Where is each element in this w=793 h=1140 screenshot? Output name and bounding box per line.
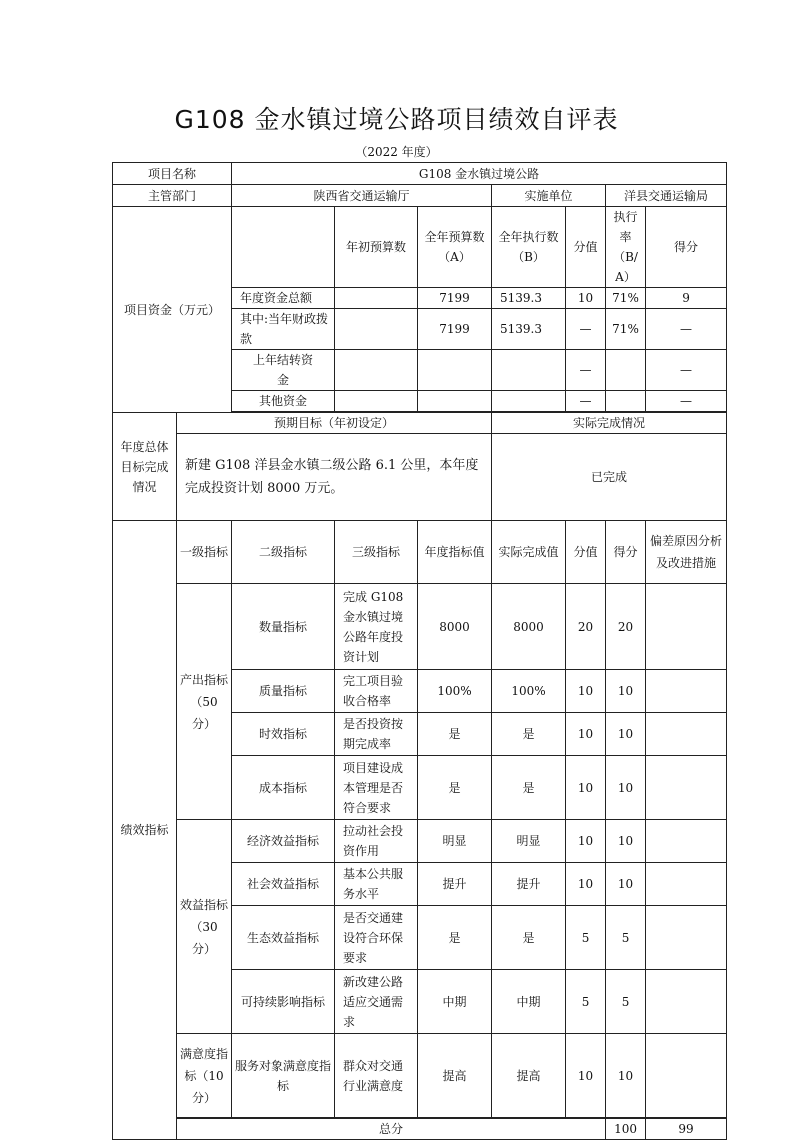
- funds-row-score: —: [646, 350, 727, 391]
- report-year: （2022 年度）: [355, 145, 438, 159]
- indicator-target: 是: [418, 713, 492, 756]
- indicator-reason: [646, 970, 727, 1034]
- indicator-reason: [646, 584, 727, 670]
- indicator-actual: 100%: [492, 670, 566, 713]
- indicator-weight: 10: [566, 713, 606, 756]
- perf-header-l2: 二级指标: [232, 521, 335, 584]
- evaluation-table: [112, 162, 727, 1140]
- indicator-target: 100%: [418, 670, 492, 713]
- funds-row-name: 年度资金总额: [232, 288, 335, 309]
- funds-header-weight: 分值: [566, 207, 606, 288]
- indicator-reason: [646, 670, 727, 713]
- indicator-l2: 可持续影响指标: [232, 970, 335, 1034]
- indicator-score: 10: [606, 756, 646, 820]
- dept-value: 陕西省交通运输厅: [232, 185, 492, 207]
- funds-row-executed: 5139.3: [492, 288, 566, 309]
- indicator-l3: 新改建公路适应交通需求: [335, 970, 418, 1034]
- indicator-reason: [646, 756, 727, 820]
- indicator-l2: 成本指标: [232, 756, 335, 820]
- indicator-l3: 基本公共服务水平: [335, 863, 418, 906]
- funds-row-rate: [606, 391, 646, 412]
- funds-row-weight: —: [566, 391, 606, 412]
- indicator-l2: 经济效益指标: [232, 820, 335, 863]
- indicator-actual: 提升: [492, 863, 566, 906]
- funds-row-initial: [335, 350, 418, 391]
- indicator-actual: 是: [492, 713, 566, 756]
- project-name-value: G108 金水镇过境公路: [232, 163, 727, 185]
- funds-row-annual: [418, 391, 492, 412]
- project-name-label: 项目名称: [113, 163, 232, 185]
- indicator-score: 20: [606, 584, 646, 670]
- indicator-row: [113, 820, 727, 863]
- funds-header-executed: 全年执行数（B）: [492, 207, 566, 288]
- funds-row-annual: 7199: [418, 288, 492, 309]
- perf-label: 绩效指标: [113, 521, 177, 1140]
- funds-row-weight: 10: [566, 288, 606, 309]
- indicator-weight: 10: [566, 1034, 606, 1118]
- indicator-target: 8000: [418, 584, 492, 670]
- funds-row-name: 其中:当年财政拨款: [232, 309, 335, 350]
- indicator-actual: 8000: [492, 584, 566, 670]
- indicator-weight: 20: [566, 584, 606, 670]
- funds-row-executed: [492, 391, 566, 412]
- funds-row-rate: [606, 350, 646, 391]
- funds-header-score: 得分: [646, 207, 727, 288]
- funds-row-score: 9: [646, 288, 727, 309]
- funds-label: 项目资金（万元）: [113, 207, 232, 413]
- indicator-weight: 10: [566, 756, 606, 820]
- indicator-l3: 项目建设成本管理是否符合要求: [335, 756, 418, 820]
- indicator-reason: [646, 820, 727, 863]
- perf-header-target: 年度指标值: [418, 521, 492, 584]
- funds-row-score: —: [646, 309, 727, 350]
- indicator-reason: [646, 863, 727, 906]
- funds-header-rate: 执行率（B/A）: [606, 207, 646, 288]
- indicator-weight: 5: [566, 970, 606, 1034]
- indicator-target: 提升: [418, 863, 492, 906]
- indicator-actual: 明显: [492, 820, 566, 863]
- indicator-weight: 10: [566, 670, 606, 713]
- indicator-target: 明显: [418, 820, 492, 863]
- goal-expected-header: 预期目标（年初设定）: [177, 413, 492, 434]
- indicator-actual: 是: [492, 756, 566, 820]
- indicator-actual: 中期: [492, 970, 566, 1034]
- funds-row-annual: 7199: [418, 309, 492, 350]
- indicator-l3: 完工项目验收合格率: [335, 670, 418, 713]
- indicator-weight: 10: [566, 863, 606, 906]
- indicator-group-benefit: 效益指标（30 分）: [177, 820, 232, 1034]
- funds-row-name: 其他资金: [232, 391, 335, 412]
- indicator-actual: 提高: [492, 1034, 566, 1118]
- total-score: 99: [646, 1119, 727, 1140]
- indicator-group-satisfaction: 满意度指标（10 分）: [177, 1034, 232, 1118]
- indicator-reason: [646, 1034, 727, 1118]
- funds-row-initial: [335, 288, 418, 309]
- indicator-group-output: 产出指标（50 分）: [177, 584, 232, 820]
- perf-header-l1: 一级指标: [177, 521, 232, 584]
- perf-header-reason: 偏差原因分析及改进措施: [646, 521, 727, 584]
- indicator-l3: 群众对交通行业满意度: [335, 1034, 418, 1118]
- total-weight: 100: [606, 1119, 646, 1140]
- perf-header-l3: 三级指标: [335, 521, 418, 584]
- goal-actual-text: 已完成: [492, 434, 727, 521]
- indicator-reason: [646, 906, 727, 970]
- funds-row-name: 上年结转资金: [232, 350, 335, 391]
- indicator-score: 5: [606, 906, 646, 970]
- indicator-l2: 社会效益指标: [232, 863, 335, 906]
- indicator-l2: 数量指标: [232, 584, 335, 670]
- funds-header-annual: 全年预算数（A）: [418, 207, 492, 288]
- funds-row-score: —: [646, 391, 727, 412]
- perf-header-weight: 分值: [566, 521, 606, 584]
- funds-row-weight: —: [566, 309, 606, 350]
- funds-header-blank: [232, 207, 335, 288]
- indicator-row: [113, 1034, 727, 1118]
- funds-row-initial: [335, 391, 418, 412]
- indicator-weight: 5: [566, 906, 606, 970]
- indicator-actual: 是: [492, 906, 566, 970]
- indicator-l2: 服务对象满意度指标: [232, 1034, 335, 1118]
- goal-actual-header: 实际完成情况: [492, 413, 727, 434]
- page-title: G108 金水镇过境公路项目绩效自评表: [174, 105, 619, 134]
- indicator-reason: [646, 713, 727, 756]
- indicator-l3: 是否交通建设符合环保要求: [335, 906, 418, 970]
- indicator-score: 10: [606, 670, 646, 713]
- funds-row-annual: [418, 350, 492, 391]
- perf-header-actual: 实际完成值: [492, 521, 566, 584]
- funds-row-initial: [335, 309, 418, 350]
- indicator-target: 提高: [418, 1034, 492, 1118]
- dept-label: 主管部门: [113, 185, 232, 207]
- indicator-score: 10: [606, 820, 646, 863]
- indicator-l2: 生态效益指标: [232, 906, 335, 970]
- perf-header-score: 得分: [606, 521, 646, 584]
- indicator-l2: 时效指标: [232, 713, 335, 756]
- funds-row-rate: 71%: [606, 309, 646, 350]
- indicator-row: [113, 584, 727, 670]
- funds-header-initial: 年初预算数: [335, 207, 418, 288]
- funds-row-executed: [492, 350, 566, 391]
- indicator-score: 10: [606, 863, 646, 906]
- funds-row-executed: 5139.3: [492, 309, 566, 350]
- indicator-weight: 10: [566, 820, 606, 863]
- indicator-l2: 质量指标: [232, 670, 335, 713]
- funds-row-weight: —: [566, 350, 606, 391]
- indicator-l3: 拉动社会投资作用: [335, 820, 418, 863]
- impl-unit-label: 实施单位: [492, 185, 606, 207]
- total-label: 总分: [177, 1119, 606, 1140]
- goal-label: 年度总体目标完成情况: [113, 413, 177, 521]
- funds-row-rate: 71%: [606, 288, 646, 309]
- indicator-target: 是: [418, 906, 492, 970]
- indicator-score: 10: [606, 713, 646, 756]
- indicator-score: 10: [606, 1034, 646, 1118]
- indicator-l3: 是否投资按期完成率: [335, 713, 418, 756]
- impl-unit-value: 洋县交通运输局: [606, 185, 727, 207]
- indicator-l3: 完成 G108 金水镇过境公路年度投资计划: [335, 584, 418, 670]
- indicator-target: 中期: [418, 970, 492, 1034]
- indicator-target: 是: [418, 756, 492, 820]
- indicator-score: 5: [606, 970, 646, 1034]
- goal-expected-text: 新建 G108 洋县金水镇二级公路 6.1 公里，本年度完成投资计划 8000 万元。: [177, 434, 492, 521]
